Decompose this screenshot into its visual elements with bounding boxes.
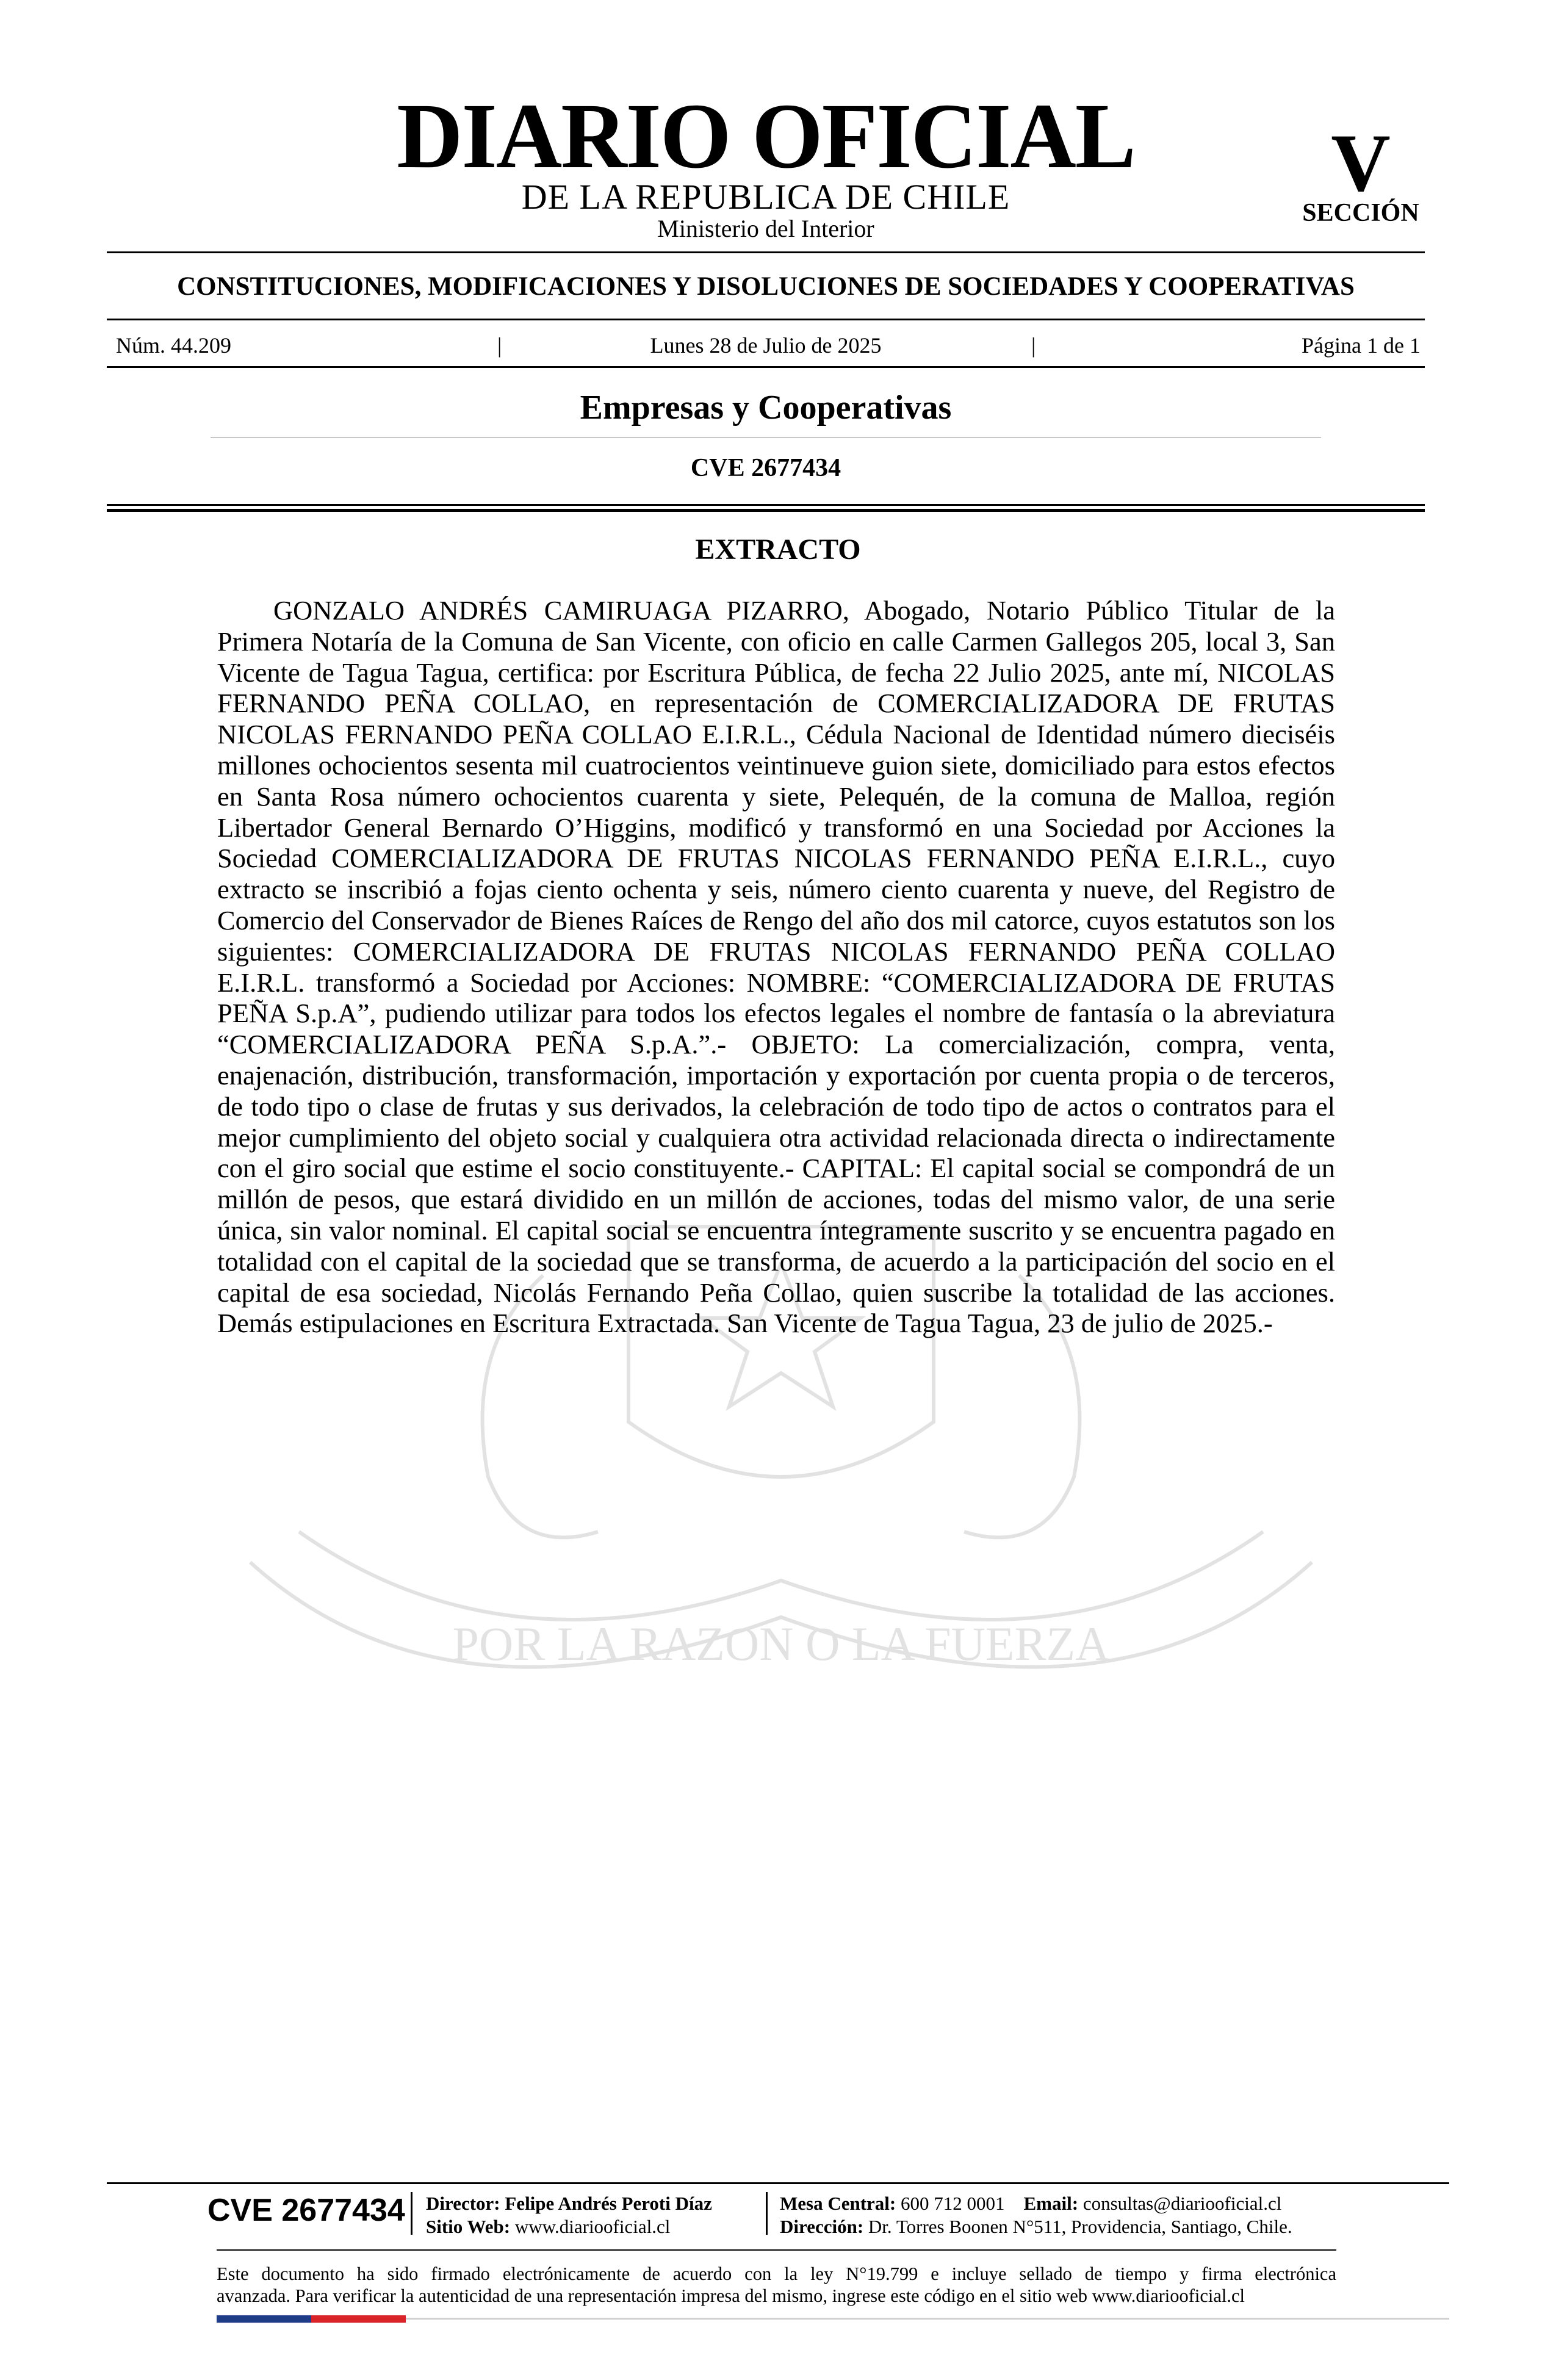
footer-bottom-rule bbox=[406, 2318, 1449, 2320]
footer-director-block bbox=[426, 2192, 712, 2238]
meta-separator: | bbox=[497, 333, 502, 358]
email-link[interactable]: consultas@diariooficial.cl bbox=[1082, 2193, 1282, 2214]
document-heading: EXTRACTO bbox=[695, 533, 861, 566]
masthead-subtitle: DE LA REPUBLICA DE CHILE bbox=[521, 177, 1010, 217]
masthead-title: DIARIO OFICIAL bbox=[397, 84, 1135, 188]
issue-date: Lunes 28 de Julio de 2025 bbox=[650, 333, 882, 358]
double-rule-bottom bbox=[107, 509, 1425, 512]
meta-separator: | bbox=[1031, 333, 1036, 358]
site-link[interactable]: www.diariooficial.cl bbox=[514, 2216, 671, 2237]
meta-rule bbox=[107, 366, 1425, 368]
address-value: Dr. Torres Boonen N°511, Providencia, Santiago, Chile. bbox=[868, 2216, 1292, 2237]
footer-divider bbox=[766, 2192, 768, 2235]
email-label: Email: bbox=[1023, 2193, 1079, 2214]
mesa-phone: 600 712 0001 bbox=[901, 2193, 1005, 2214]
issue-number: Núm. 44.209 bbox=[116, 333, 231, 358]
masthead-rule bbox=[107, 251, 1425, 253]
notice-line-2: avanzada. Para verificar la autenticidad de una representación impresa del mismo, ingrese este código en el sitio web www.diariooficial.cl bbox=[217, 2285, 1245, 2306]
section-name: Empresas y Cooperativas bbox=[580, 389, 952, 427]
extract-body: GONZALO ANDRÉS CAMIRUAGA PIZARRO, Abogado, Notario Público Titular de la Primera Notaría de la Comuna de San Vicente, con oficio en calle Carmen Gallegos 205, local 3, San Vicente de Tagua Tagua, certifica: por Escritura Pública, de fecha 22 Julio 2025, ante mí, NICOLAS FERNANDO PEÑA COLLAO, en representación de COMERCIALIZADORA DE FRUTAS NICOLAS FERNANDO PEÑA COLLAO E.I.R.L., Cédula Nacional de Identidad número dieciséis millones ochocientos sesenta mil cuatrocientos veintinueve guion siete, domiciliado para estos efectos en Santa Rosa número ochocientos cuarenta y siete, Pelequén, de la comuna de Malloa, región Libertador General Bernardo O’Higgins, modificó y transformó en una Sociedad por Acciones la Sociedad COMERCIALIZADORA DE FRUTAS NICOLAS FERNANDO PEÑA E.I.R.L., cuyo extracto se inscribió a fojas ciento ochenta y seis, número ciento cuarenta y nueve, del Registro de Comercio del Conservador de Bienes Raíces de Rengo del año dos mil catorce, cuyos estatutos son los siguientes: COMERCIALIZADORA DE FRUTAS NICOLAS FERNANDO PEÑA COLLAO E.I.R.L. transformó a Sociedad por Acciones: NOMBRE: “COMERCIALIZADORA DE FRUTAS PEÑA S.p.A”, pudiendo utilizar para todos los efectos legales el nombre de fantasía o la abreviatura “COMERCIALIZADORA PEÑA S.p.A.”.- OBJETO: La comercialización, compra, venta, enajenación, distribución, transformación, importación y exportación por cuenta propia o de terceros, de todo tipo o clase de frutas y sus derivados, la celebración de todo tipo de actos o contratos para el mejor cumplimiento del objeto social y cualquiera otra actividad relacionada directa o indirectamente con el giro social que estime el socio constituyente.- CAPITAL: El capital social se compondrá de un millón de pesos, que estará dividido en un millón de acciones, todas del mismo valor, de una serie única, sin valor nominal. El capital social se encuentra íntegramente suscrito y se encuentra pagado en totalidad con el capital de la sociedad que se transforma, de acuerdo a la participación del socio en el capital de esa sociedad, Nicolás Fernando Peña Collao, quien suscribe la totalidad de las acciones. Demás estipulaciones en Escritura Extractada. San Vicente de Tagua Tagua, 23 de julio de 2025.- bbox=[217, 595, 1335, 1339]
watermark-motto: POR LA RAZON O LA FUERZA bbox=[452, 1617, 1110, 1670]
footer-rule bbox=[107, 2182, 1449, 2184]
director-label: Director: bbox=[426, 2193, 500, 2214]
mesa-label: Mesa Central: bbox=[780, 2193, 896, 2214]
section-underline bbox=[211, 437, 1321, 438]
director-name: Felipe Andrés Peroti Díaz bbox=[505, 2193, 712, 2214]
flag-red-segment bbox=[311, 2315, 406, 2323]
address-label: Dirección: bbox=[780, 2216, 864, 2237]
footer-contact-block bbox=[780, 2192, 1292, 2238]
masthead-ministry: Ministerio del Interior bbox=[657, 215, 874, 242]
cve-code: CVE 2677434 bbox=[690, 454, 841, 482]
footer-inner-rule bbox=[217, 2249, 1336, 2251]
footer-divider bbox=[411, 2192, 412, 2235]
footer-cve-code: CVE 2677434 bbox=[207, 2193, 405, 2228]
footer-notice bbox=[217, 2263, 1336, 2307]
category-rule bbox=[107, 319, 1425, 320]
flag-color-bar bbox=[217, 2315, 406, 2323]
section-word: SECCIÓN bbox=[1302, 199, 1419, 227]
category-heading: CONSTITUCIONES, MODIFICACIONES Y DISOLUCIONES DE SOCIEDADES Y COOPERATIVAS bbox=[177, 272, 1355, 301]
section-letter: V bbox=[1331, 118, 1391, 209]
site-label: Sitio Web: bbox=[426, 2216, 511, 2237]
notice-line-1: Este documento ha sido firmado electrónicamente de acuerdo con la ley N°19.799 e incluye sellado de tiempo y firma electrónica bbox=[217, 2263, 1336, 2284]
double-rule-top bbox=[107, 504, 1425, 506]
page-indicator: Página 1 de 1 bbox=[1302, 333, 1421, 358]
flag-blue-segment bbox=[217, 2315, 311, 2323]
